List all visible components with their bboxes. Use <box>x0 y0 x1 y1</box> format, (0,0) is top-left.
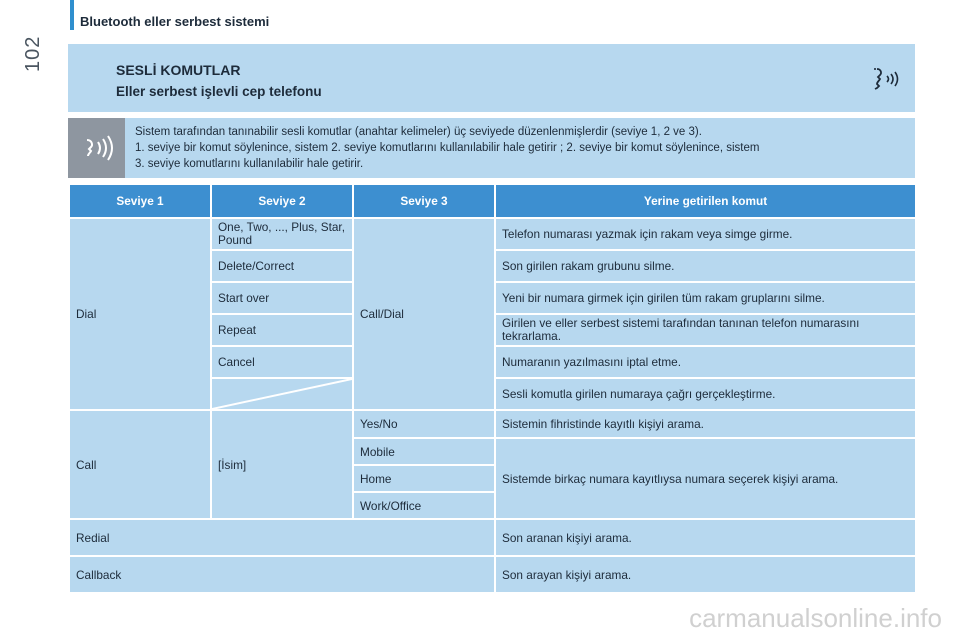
dial-level-2: Delete/Correct <box>211 250 353 282</box>
call-action: Sistemin fihristinde kayıtlı kişiyi arama. <box>495 410 916 438</box>
section-accent-bar <box>70 0 74 30</box>
page-number: 102 <box>22 35 44 72</box>
table-row <box>69 218 916 250</box>
dial-action: Sesli komutla girilen numaraya çağrı gerçekleştirme. <box>495 378 916 410</box>
column-header-level-2: Seviye 2 <box>211 184 353 218</box>
call-level-3: Home <box>353 465 495 492</box>
call-multi-action: Sistemde birkaç numara kayıtlıysa numara seçerek kişiyi arama. <box>495 438 916 519</box>
empty-crossed-cell <box>211 378 353 410</box>
section-title: Bluetooth eller serbest sistemi <box>80 14 270 29</box>
intro-icon-box <box>68 118 125 178</box>
call-level-3: Work/Office <box>353 492 495 519</box>
dial-action: Telefon numarası yazmak için rakam veya simge girme. <box>495 218 916 250</box>
voice-command-icon <box>68 118 125 178</box>
dial-action: Numaranın yazılmasını iptal etme. <box>495 346 916 378</box>
redial-action: Son aranan kişiyi arama. <box>495 519 916 556</box>
dial-level-2: Start over <box>211 282 353 314</box>
dial-level-1: Dial <box>69 218 211 410</box>
table-row <box>69 556 916 593</box>
diagonal-line <box>212 379 352 409</box>
title-band <box>68 44 915 112</box>
dial-level-2: One, Two, ..., Plus, Star, Pound <box>211 218 353 250</box>
dial-level-2: Cancel <box>211 346 353 378</box>
intro-panel <box>68 118 915 178</box>
intro-text <box>135 124 905 172</box>
voice-command-icon <box>871 66 903 92</box>
intro-line: 1. seviye bir komut söylenince, sistem 2. seviye komutlarını kullanılabilir hale getirir ; 2. seviye bir komut söylenince, sistem <box>135 142 760 154</box>
column-header-action: Yerine getirilen komut <box>495 184 916 218</box>
page-title: SESLİ KOMUTLAR <box>116 62 241 78</box>
voice-command-table <box>68 183 917 594</box>
dial-level-3: Call/Dial <box>353 218 495 410</box>
call-level-3: Mobile <box>353 438 495 465</box>
dial-level-2: Repeat <box>211 314 353 346</box>
column-header-level-1: Seviye 1 <box>69 184 211 218</box>
intro-line: 3. seviye komutlarını kullanılabilir hale getirir. <box>135 158 364 170</box>
dial-action: Yeni bir numara girmek için girilen tüm rakam gruplarını silme. <box>495 282 916 314</box>
dial-action: Girilen ve eller serbest sistemi tarafından tanınan telefon numarasını tekrarlama. <box>495 314 916 346</box>
page-subtitle: Eller serbest işlevli cep telefonu <box>116 84 322 99</box>
table-row <box>69 519 916 556</box>
call-level-1: Call <box>69 410 211 519</box>
table-row <box>69 410 916 438</box>
call-level-3: Yes/No <box>353 410 495 438</box>
redial-command: Redial <box>69 519 495 556</box>
callback-command: Callback <box>69 556 495 593</box>
dial-action: Son girilen rakam grubunu silme. <box>495 250 916 282</box>
intro-line: Sistem tarafından tanınabilir sesli komutlar (anahtar kelimeler) üç seviyede düzenlenmişlerdir (seviye 1, 2 ve 3). <box>135 126 702 138</box>
call-level-2: [İsim] <box>211 410 353 519</box>
watermark: carmanualsonline.info <box>689 603 942 633</box>
column-header-level-3: Seviye 3 <box>353 184 495 218</box>
callback-action: Son arayan kişiyi arama. <box>495 556 916 593</box>
